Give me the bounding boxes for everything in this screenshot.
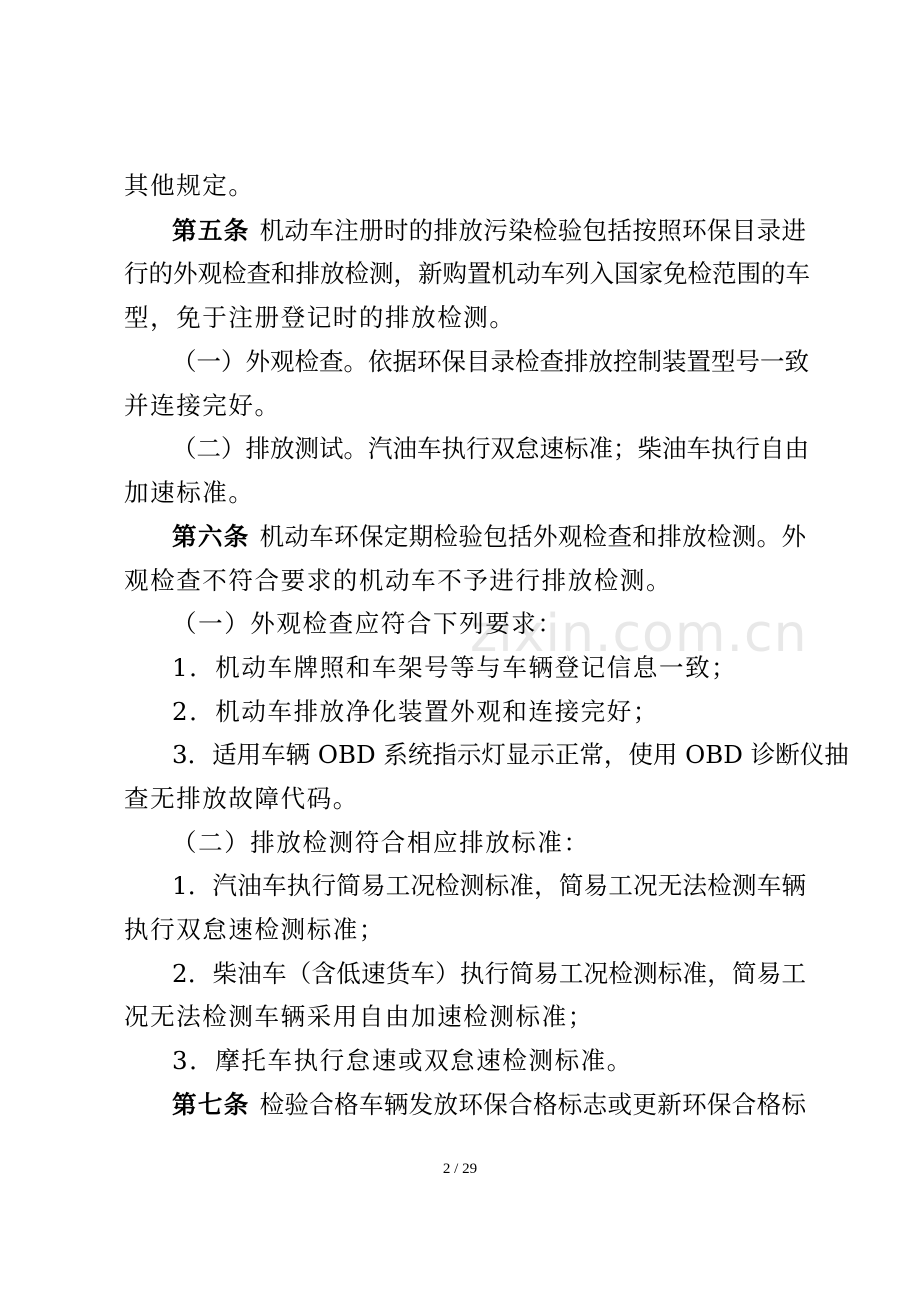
- text-line: 3．适用车辆 OBD 系统指示灯显示正常，使用 OBD 诊断仪抽: [172, 740, 849, 769]
- text-line: （一）外观检查应符合下列要求：: [172, 609, 564, 638]
- text-line: 机动车环保定期检验包括外观检查和排放检测。外: [259, 522, 806, 551]
- text-line: 1．机动车牌照和车架号等与车辆登记信息一致；: [172, 653, 738, 682]
- text-line: 其他规定。: [124, 171, 255, 200]
- article-6-line: [172, 522, 806, 552]
- text-line: 查无排放故障代码。: [124, 784, 359, 813]
- article-7-line: [172, 1090, 806, 1120]
- watermark: zixin.com.cn: [470, 604, 808, 664]
- article-5-line: [172, 216, 806, 246]
- text-line: 并连接完好。: [124, 391, 281, 420]
- text-line: 型，免于注册登记时的排放检测。: [124, 303, 516, 332]
- text-line: （二）排放测试。汽油车执行双怠速标准；柴油车执行自由: [172, 434, 809, 463]
- text-line: 机动车注册时的排放污染检验包括按照环保目录进: [259, 216, 806, 245]
- text-line: 2．柴油车（含低速货车）执行简易工况检测标准，简易工: [172, 959, 806, 988]
- text-line: 观检查不符合要求的机动车不予进行排放检测。: [124, 566, 673, 595]
- text-line: 况无法检测车辆采用自由加速检测标准；: [124, 1002, 594, 1031]
- text-line: 3．摩托车执行怠速或双怠速检测标准。: [172, 1046, 633, 1075]
- text-line: （一）外观检查。依据环保目录检查排放控制装置型号一致: [172, 347, 809, 376]
- article-6-heading: 第六条: [172, 522, 250, 551]
- page-number: 2 / 29: [442, 1161, 478, 1177]
- text-line: 加速标准。: [124, 478, 255, 507]
- article-7-heading: 第七条: [172, 1090, 250, 1119]
- text-line: 1．汽油车执行简易工况检测标准，简易工况无法检测车辆: [172, 871, 806, 900]
- article-5-heading: 第五条: [172, 216, 250, 245]
- text-line: 执行双怠速检测标准；: [124, 915, 385, 944]
- text-line: 检验合格车辆发放环保合格标志或更新环保合格标: [259, 1090, 806, 1119]
- text-line: （二）排放检测符合相应排放标准：: [172, 828, 590, 857]
- text-line: 2．机动车排放净化装置外观和连接完好；: [172, 697, 659, 726]
- text-line: 行的外观检查和排放检测，新购置机动车列入国家免检范围的车: [124, 259, 810, 288]
